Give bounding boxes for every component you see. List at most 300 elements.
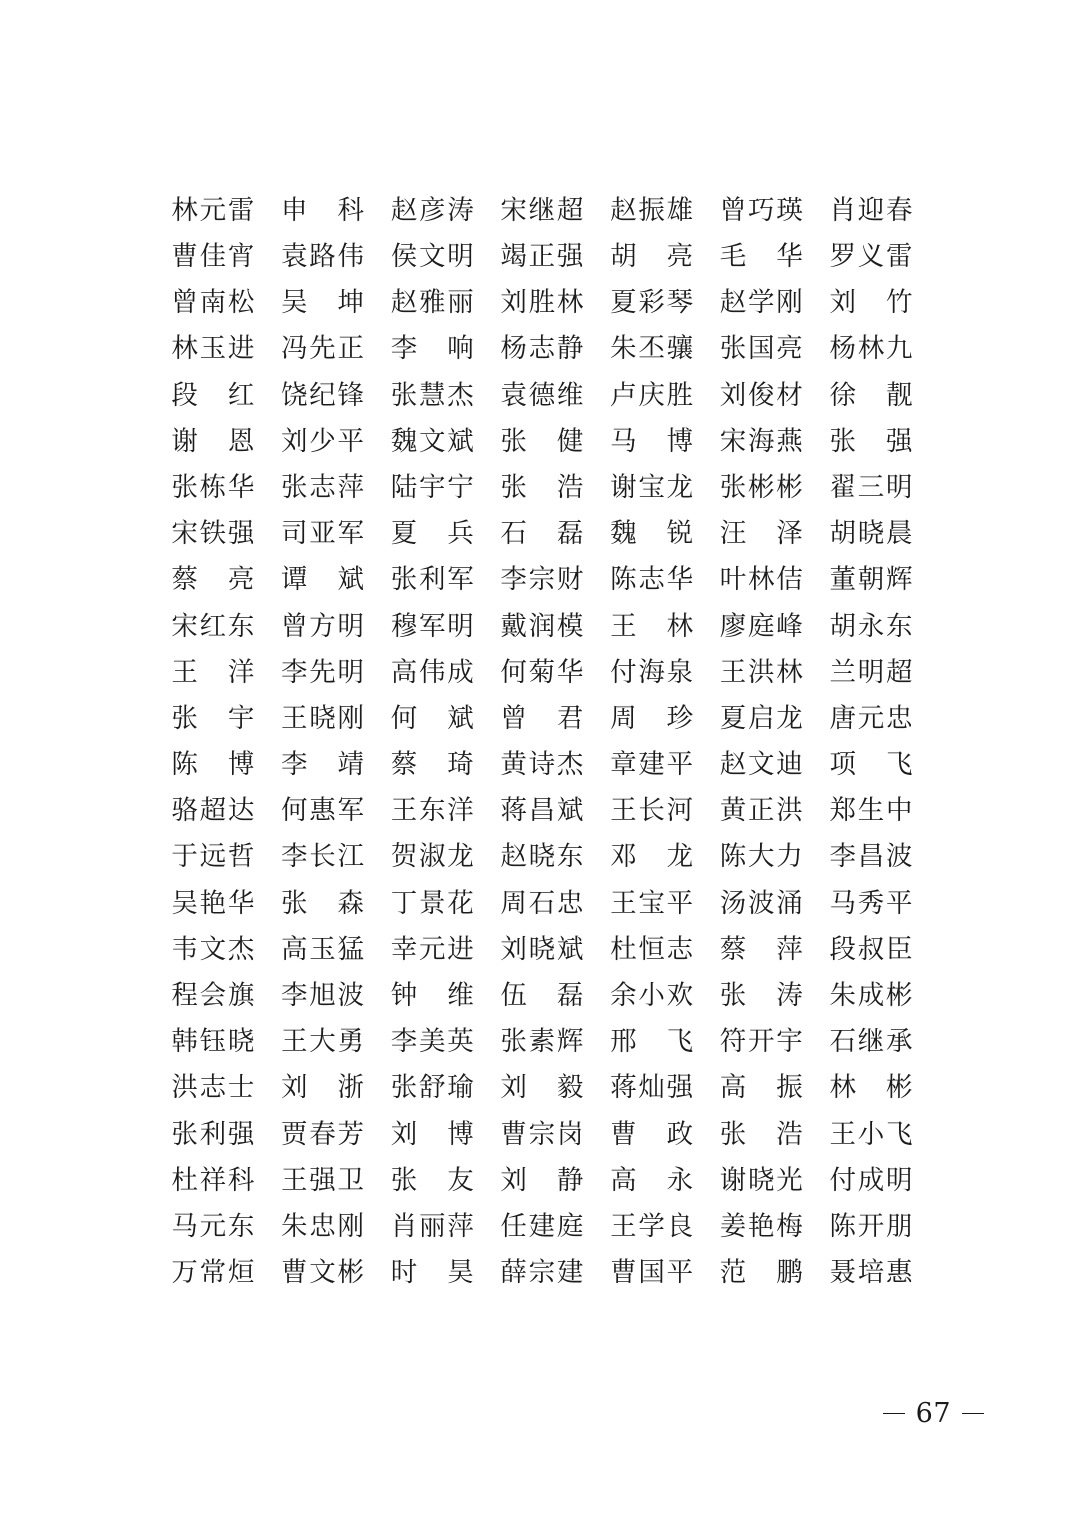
- person-name: 申 科: [281, 194, 365, 226]
- person-name: 高 玉 猛: [281, 933, 365, 965]
- person-name: 时 昊: [390, 1257, 474, 1289]
- name-cell: [158, 241, 268, 273]
- person-name: 蔡 萍: [719, 933, 803, 965]
- person-name: 何 惠 军: [281, 795, 365, 827]
- person-name: 朱 忠 刚: [281, 1210, 365, 1242]
- name-cell: [816, 887, 926, 919]
- name-cell: [268, 749, 378, 781]
- name-cell: [597, 980, 707, 1012]
- person-name: 林 玉 进: [171, 333, 255, 365]
- name-cell: [487, 1210, 597, 1242]
- name-cell: [487, 610, 597, 642]
- person-name: 穆 军 明: [390, 610, 474, 642]
- name-cell: [268, 980, 378, 1012]
- person-name: 王 洋: [171, 656, 255, 688]
- person-name: 胡 永 东: [829, 610, 913, 642]
- person-name: 张 慧 杰: [390, 379, 474, 411]
- person-name: 王 洪 林: [719, 656, 803, 688]
- person-name: 洪 志 士: [171, 1072, 255, 1104]
- name-row: [158, 419, 926, 465]
- person-name: 周 珍: [610, 702, 694, 734]
- name-cell: [377, 610, 487, 642]
- person-name: 范 鹏: [719, 1257, 803, 1289]
- name-cell: [377, 795, 487, 827]
- person-name: 宋 海 燕: [719, 425, 803, 457]
- name-cell: [268, 425, 378, 457]
- name-row: [158, 1158, 926, 1204]
- person-name: 张 浩: [719, 1118, 803, 1150]
- person-name: 林 元 雷: [171, 194, 255, 226]
- person-name: 谢 恩: [171, 425, 255, 457]
- name-cell: [706, 1026, 816, 1058]
- name-cell: [268, 1072, 378, 1104]
- name-row: [158, 327, 926, 373]
- name-cell: [706, 425, 816, 457]
- name-cell: [377, 1026, 487, 1058]
- person-name: 叶 林 佶: [719, 564, 803, 596]
- name-cell: [158, 933, 268, 965]
- name-cell: [706, 841, 816, 873]
- person-name: 邢 飞: [610, 1026, 694, 1058]
- name-cell: [487, 287, 597, 319]
- person-name: 曹 政: [610, 1118, 694, 1150]
- person-name: 李 响: [390, 333, 474, 365]
- person-name: 肖 丽 萍: [390, 1210, 474, 1242]
- name-cell: [706, 1118, 816, 1150]
- name-cell: [377, 887, 487, 919]
- name-cell: [487, 564, 597, 596]
- name-cell: [487, 194, 597, 226]
- name-cell: [268, 379, 378, 411]
- person-name: 朱 丕 骧: [610, 333, 694, 365]
- name-cell: [268, 194, 378, 226]
- person-name: 杜 恒 志: [610, 933, 694, 965]
- name-cell: [706, 1072, 816, 1104]
- person-name: 王 学 良: [610, 1210, 694, 1242]
- person-name: 袁 路 伟: [281, 241, 365, 273]
- name-cell: [268, 333, 378, 365]
- name-cell: [377, 980, 487, 1012]
- person-name: 幸 元 进: [390, 933, 474, 965]
- person-name: 符 开 宇: [719, 1026, 803, 1058]
- person-name: 汪 泽: [719, 518, 803, 550]
- name-cell: [816, 980, 926, 1012]
- name-cell: [487, 841, 597, 873]
- person-name: 曹 文 彬: [281, 1257, 365, 1289]
- name-row: [158, 881, 926, 927]
- person-name: 张 强: [829, 425, 913, 457]
- name-cell: [706, 241, 816, 273]
- name-list-grid: [158, 188, 926, 1297]
- person-name: 张 利 军: [390, 564, 474, 596]
- person-name: 唐 元 忠: [829, 702, 913, 734]
- person-name: 贾 春 芳: [281, 1118, 365, 1150]
- person-name: 王 林: [610, 610, 694, 642]
- person-name: 夏 兵: [390, 518, 474, 550]
- name-cell: [706, 379, 816, 411]
- folio-dash-left: [883, 1413, 905, 1415]
- name-cell: [268, 471, 378, 503]
- person-name: 何 菊 华: [500, 656, 584, 688]
- name-cell: [816, 933, 926, 965]
- person-name: 付 海 泉: [610, 656, 694, 688]
- person-name: 周 石 忠: [500, 887, 584, 919]
- person-name: 魏 文 斌: [390, 425, 474, 457]
- name-cell: [706, 518, 816, 550]
- person-name: 聂 培 惠: [829, 1257, 913, 1289]
- person-name: 罗 义 雷: [829, 241, 913, 273]
- person-name: 谢 宝 龙: [610, 471, 694, 503]
- person-name: 王 长 河: [610, 795, 694, 827]
- name-row: [158, 188, 926, 234]
- name-cell: [816, 194, 926, 226]
- person-name: 王 东 洋: [390, 795, 474, 827]
- name-cell: [597, 1257, 707, 1289]
- name-cell: [706, 564, 816, 596]
- person-name: 贺 淑 龙: [390, 841, 474, 873]
- person-name: 马 元 东: [171, 1210, 255, 1242]
- person-name: 袁 德 维: [500, 379, 584, 411]
- name-cell: [597, 425, 707, 457]
- person-name: 张 国 亮: [719, 333, 803, 365]
- name-cell: [377, 749, 487, 781]
- name-cell: [816, 333, 926, 365]
- name-cell: [597, 471, 707, 503]
- person-name: 司 亚 军: [281, 518, 365, 550]
- name-cell: [706, 471, 816, 503]
- name-cell: [816, 1210, 926, 1242]
- person-name: 张 彬 彬: [719, 471, 803, 503]
- person-name: 陈 开 朋: [829, 1210, 913, 1242]
- name-cell: [597, 241, 707, 273]
- person-name: 曾 巧 瑛: [719, 194, 803, 226]
- person-name: 胡 亮: [610, 241, 694, 273]
- person-name: 付 成 明: [829, 1164, 913, 1196]
- person-name: 王 大 勇: [281, 1026, 365, 1058]
- person-name: 程 会 旗: [171, 980, 255, 1012]
- name-cell: [377, 841, 487, 873]
- person-name: 曾 君: [500, 702, 584, 734]
- person-name: 何 斌: [390, 702, 474, 734]
- person-name: 于 远 哲: [171, 841, 255, 873]
- person-name: 宋 红 东: [171, 610, 255, 642]
- name-cell: [816, 841, 926, 873]
- name-cell: [597, 795, 707, 827]
- name-cell: [377, 194, 487, 226]
- name-cell: [597, 610, 707, 642]
- person-name: 李 美 英: [390, 1026, 474, 1058]
- person-name: 赵 雅 丽: [390, 287, 474, 319]
- person-name: 汤 波 涌: [719, 887, 803, 919]
- name-row: [158, 650, 926, 696]
- person-name: 张 涛: [719, 980, 803, 1012]
- name-cell: [487, 1257, 597, 1289]
- name-cell: [487, 379, 597, 411]
- name-cell: [597, 702, 707, 734]
- name-row: [158, 1204, 926, 1250]
- name-cell: [597, 287, 707, 319]
- name-cell: [158, 610, 268, 642]
- person-name: 马 秀 平: [829, 887, 913, 919]
- name-cell: [816, 379, 926, 411]
- person-name: 张 森: [281, 887, 365, 919]
- person-name: 刘 俊 材: [719, 379, 803, 411]
- name-cell: [377, 471, 487, 503]
- name-cell: [816, 795, 926, 827]
- name-cell: [487, 980, 597, 1012]
- person-name: 任 建 庭: [500, 1210, 584, 1242]
- name-cell: [487, 702, 597, 734]
- person-name: 赵 晓 东: [500, 841, 584, 873]
- name-cell: [487, 887, 597, 919]
- name-cell: [816, 518, 926, 550]
- person-name: 张 宇: [171, 702, 255, 734]
- name-cell: [268, 887, 378, 919]
- person-name: 张 健: [500, 425, 584, 457]
- name-cell: [158, 333, 268, 365]
- person-name: 张 利 强: [171, 1118, 255, 1150]
- person-name: 杨 志 静: [500, 333, 584, 365]
- name-cell: [158, 1026, 268, 1058]
- name-row: [158, 973, 926, 1019]
- person-name: 李 靖: [281, 749, 365, 781]
- name-cell: [597, 518, 707, 550]
- name-row: [158, 1019, 926, 1065]
- person-name: 徐 靓: [829, 379, 913, 411]
- name-cell: [377, 656, 487, 688]
- person-name: 卢 庆 胜: [610, 379, 694, 411]
- name-cell: [377, 1118, 487, 1150]
- person-name: 刘 少 平: [281, 425, 365, 457]
- name-cell: [268, 1118, 378, 1150]
- name-row: [158, 1112, 926, 1158]
- name-cell: [158, 887, 268, 919]
- person-name: 冯 先 正: [281, 333, 365, 365]
- person-name: 吴 艳 华: [171, 887, 255, 919]
- person-name: 王 强 卫: [281, 1164, 365, 1196]
- name-cell: [377, 241, 487, 273]
- name-cell: [597, 1026, 707, 1058]
- name-cell: [816, 1026, 926, 1058]
- name-cell: [487, 1026, 597, 1058]
- name-cell: [816, 471, 926, 503]
- person-name: 万 常 烜: [171, 1257, 255, 1289]
- name-row: [158, 1066, 926, 1112]
- name-cell: [158, 656, 268, 688]
- name-cell: [268, 1210, 378, 1242]
- name-cell: [377, 425, 487, 457]
- person-name: 胡 晓 晨: [829, 518, 913, 550]
- name-row: [158, 788, 926, 834]
- person-name: 王 晓 刚: [281, 702, 365, 734]
- name-cell: [487, 795, 597, 827]
- name-cell: [268, 702, 378, 734]
- name-row: [158, 1250, 926, 1296]
- person-name: 刘 竹: [829, 287, 913, 319]
- person-name: 陈 志 华: [610, 564, 694, 596]
- person-name: 黄 诗 杰: [500, 749, 584, 781]
- name-row: [158, 511, 926, 557]
- person-name: 谢 晓 光: [719, 1164, 803, 1196]
- name-cell: [377, 1210, 487, 1242]
- person-name: 夏 彩 琴: [610, 287, 694, 319]
- name-cell: [268, 518, 378, 550]
- person-name: 谭 斌: [281, 564, 365, 596]
- person-name: 张 舒 瑜: [390, 1072, 474, 1104]
- name-cell: [158, 841, 268, 873]
- person-name: 朱 成 彬: [829, 980, 913, 1012]
- person-name: 王 小 飞: [829, 1118, 913, 1150]
- name-cell: [706, 333, 816, 365]
- name-cell: [706, 933, 816, 965]
- person-name: 余 小 欢: [610, 980, 694, 1012]
- name-row: [158, 835, 926, 881]
- person-name: 刘 博: [390, 1118, 474, 1150]
- page-number: 67: [915, 1398, 951, 1429]
- person-name: 陈 大 力: [719, 841, 803, 873]
- name-cell: [706, 1210, 816, 1242]
- name-cell: [377, 564, 487, 596]
- name-cell: [158, 980, 268, 1012]
- name-cell: [268, 795, 378, 827]
- person-name: 毛 华: [719, 241, 803, 273]
- name-cell: [816, 1118, 926, 1150]
- name-cell: [158, 749, 268, 781]
- person-name: 张 栋 华: [171, 471, 255, 503]
- person-name: 钟 维: [390, 980, 474, 1012]
- person-name: 段 红: [171, 379, 255, 411]
- name-cell: [377, 1257, 487, 1289]
- name-cell: [706, 1257, 816, 1289]
- person-name: 蔡 琦: [390, 749, 474, 781]
- name-row: [158, 696, 926, 742]
- name-cell: [816, 1072, 926, 1104]
- name-cell: [816, 749, 926, 781]
- name-row: [158, 604, 926, 650]
- name-cell: [158, 702, 268, 734]
- name-cell: [158, 471, 268, 503]
- person-name: 高 永: [610, 1164, 694, 1196]
- name-cell: [706, 980, 816, 1012]
- person-name: 林 彬: [829, 1072, 913, 1104]
- name-cell: [158, 1072, 268, 1104]
- name-cell: [268, 1026, 378, 1058]
- person-name: 陈 博: [171, 749, 255, 781]
- person-name: 戴 润 模: [500, 610, 584, 642]
- name-cell: [816, 287, 926, 319]
- name-cell: [158, 1164, 268, 1196]
- name-cell: [597, 1072, 707, 1104]
- person-name: 刘 胜 林: [500, 287, 584, 319]
- person-name: 张 素 辉: [500, 1026, 584, 1058]
- name-cell: [158, 425, 268, 457]
- person-name: 张 浩: [500, 471, 584, 503]
- person-name: 曹 国 平: [610, 1257, 694, 1289]
- name-cell: [268, 564, 378, 596]
- name-cell: [597, 1118, 707, 1150]
- person-name: 张 友: [390, 1164, 474, 1196]
- name-cell: [816, 656, 926, 688]
- person-name: 李 先 明: [281, 656, 365, 688]
- name-cell: [816, 425, 926, 457]
- name-cell: [268, 1257, 378, 1289]
- name-cell: [377, 333, 487, 365]
- person-name: 伍 磊: [500, 980, 584, 1012]
- name-row: [158, 373, 926, 419]
- name-cell: [268, 287, 378, 319]
- name-cell: [597, 1210, 707, 1242]
- name-cell: [706, 656, 816, 688]
- name-cell: [158, 518, 268, 550]
- person-name: 赵 彦 涛: [390, 194, 474, 226]
- name-cell: [487, 1164, 597, 1196]
- person-name: 马 博: [610, 425, 694, 457]
- name-cell: [487, 241, 597, 273]
- name-cell: [706, 795, 816, 827]
- person-name: 高 伟 成: [390, 656, 474, 688]
- person-name: 曹 宗 岗: [500, 1118, 584, 1150]
- person-name: 蒋 灿 强: [610, 1072, 694, 1104]
- name-cell: [268, 610, 378, 642]
- name-cell: [158, 287, 268, 319]
- person-name: 段 叔 臣: [829, 933, 913, 965]
- name-cell: [377, 702, 487, 734]
- name-cell: [268, 841, 378, 873]
- name-cell: [487, 518, 597, 550]
- person-name: 韩 钰 晓: [171, 1026, 255, 1058]
- name-cell: [377, 287, 487, 319]
- person-name: 王 宝 平: [610, 887, 694, 919]
- name-cell: [706, 287, 816, 319]
- person-name: 项 飞: [829, 749, 913, 781]
- name-cell: [487, 749, 597, 781]
- folio-dash-right: [962, 1413, 984, 1415]
- name-cell: [487, 425, 597, 457]
- person-name: 蒋 昌 斌: [500, 795, 584, 827]
- name-cell: [597, 841, 707, 873]
- name-cell: [816, 702, 926, 734]
- person-name: 郑 生 中: [829, 795, 913, 827]
- name-cell: [816, 1164, 926, 1196]
- name-cell: [377, 518, 487, 550]
- name-cell: [597, 887, 707, 919]
- person-name: 刘 晓 斌: [500, 933, 584, 965]
- person-name: 刘 静: [500, 1164, 584, 1196]
- name-cell: [268, 656, 378, 688]
- name-cell: [706, 1164, 816, 1196]
- name-cell: [597, 749, 707, 781]
- person-name: 赵 学 刚: [719, 287, 803, 319]
- name-cell: [597, 656, 707, 688]
- person-name: 韦 文 杰: [171, 933, 255, 965]
- name-cell: [377, 933, 487, 965]
- name-cell: [597, 564, 707, 596]
- person-name: 石 继 承: [829, 1026, 913, 1058]
- person-name: 饶 纪 锋: [281, 379, 365, 411]
- name-cell: [487, 471, 597, 503]
- name-cell: [268, 1164, 378, 1196]
- person-name: 李 旭 波: [281, 980, 365, 1012]
- person-name: 陆 宇 宁: [390, 471, 474, 503]
- person-name: 夏 启 龙: [719, 702, 803, 734]
- name-cell: [268, 241, 378, 273]
- name-cell: [487, 1072, 597, 1104]
- name-row: [158, 465, 926, 511]
- person-name: 邓 龙: [610, 841, 694, 873]
- name-row: [158, 742, 926, 788]
- page-footer: [0, 1398, 1080, 1429]
- person-name: 赵 振 雄: [610, 194, 694, 226]
